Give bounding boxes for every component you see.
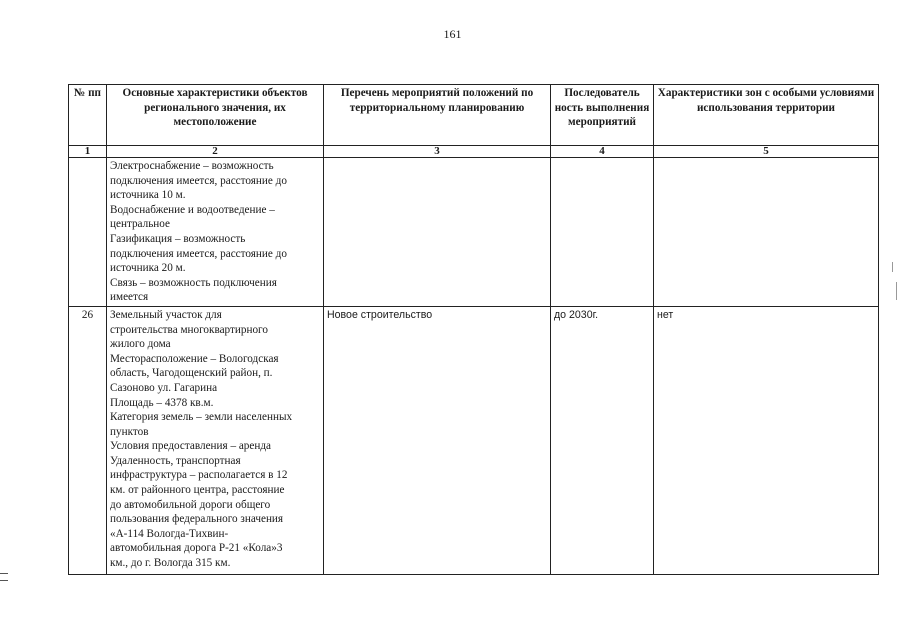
column-number: 5 [654,146,879,158]
header-number: № пп [69,85,107,146]
description-line: Условия предоставления – аренда [110,440,272,453]
column-number: 3 [324,146,551,158]
description-line: Месторасположение – Вологодская [110,352,279,365]
description-line: Электроснабжение – возможность [110,160,274,172]
scan-margin-mark [896,282,897,300]
description-line: строительства многоквартирного [110,323,268,336]
column-number: 1 [69,146,107,158]
header-sequence: Последователь ность выполнения мероприятий [551,85,654,146]
description-line: до автомобильной дороги общего [110,498,271,511]
header-characteristics: Основные характеристики объектов регионального значения, их местоположение [107,85,324,146]
table-row [69,158,879,307]
description-line: «А-114 Вологда-Тихвин- [110,527,229,540]
row-zones: нет [654,306,879,574]
column-number-row [69,146,879,158]
row-zones [654,158,879,307]
description-line: источника 10 м. [110,189,186,202]
description-line: центральное [110,218,170,231]
description-line: Связь – возможность подключения [110,276,277,289]
description-line: подключения имеется, расстояние до [110,247,287,260]
description-line: Сазоново ул. Гагарина [110,381,218,394]
description-line: км. от районного центра, расстояние [110,484,285,497]
description-line: Удаленность, транспортная [110,454,241,467]
description-line: имеется [110,291,149,304]
row-measures [324,158,551,307]
description-line: источника 20 м. [110,262,186,275]
row-sequence: до 2030г. [551,306,654,574]
description-line: Площадь – 4378 кв.м. [110,396,214,409]
description-line: автомобильная дорога Р-21 «Кола»3 [110,542,283,555]
row-description [107,158,324,307]
header-zones: Характеристики зон с особыми условиями использования территории [654,85,879,146]
description-line: пунктов [110,425,149,438]
description-line: км., до г. Вологда 315 км. [110,557,231,570]
description-line: Земельный участок для [110,308,222,321]
table-header-row [69,85,879,146]
description-line: Водоснабжение и водоотведение – [110,203,275,216]
row-measures: Новое строительство [324,306,551,574]
table-row [69,306,879,574]
scan-margin-mark [0,573,8,574]
scan-margin-mark [892,262,893,272]
row-description [107,306,324,574]
page-number: 161 [443,27,462,41]
description-line: Газификация – возможность [110,232,246,245]
column-number: 2 [107,146,324,158]
description-line: Категория земель – земли населенных [110,411,293,424]
description-line: область, Чагодощенский район, п. [110,367,273,380]
header-measures: Перечень мероприятий положений по территориальному планированию [324,85,551,146]
scan-margin-mark [0,580,8,581]
row-index: 26 [69,306,107,574]
row-index [69,158,107,307]
description-line: жилого дома [110,338,171,351]
description-line: подключения имеется, расстояние до [110,174,287,187]
description-line: пользования федерального значения [110,513,284,526]
description-line: инфраструктура – располагается в 12 [110,469,288,482]
row-sequence [551,158,654,307]
regional-objects-table [68,84,879,575]
column-number: 4 [551,146,654,158]
